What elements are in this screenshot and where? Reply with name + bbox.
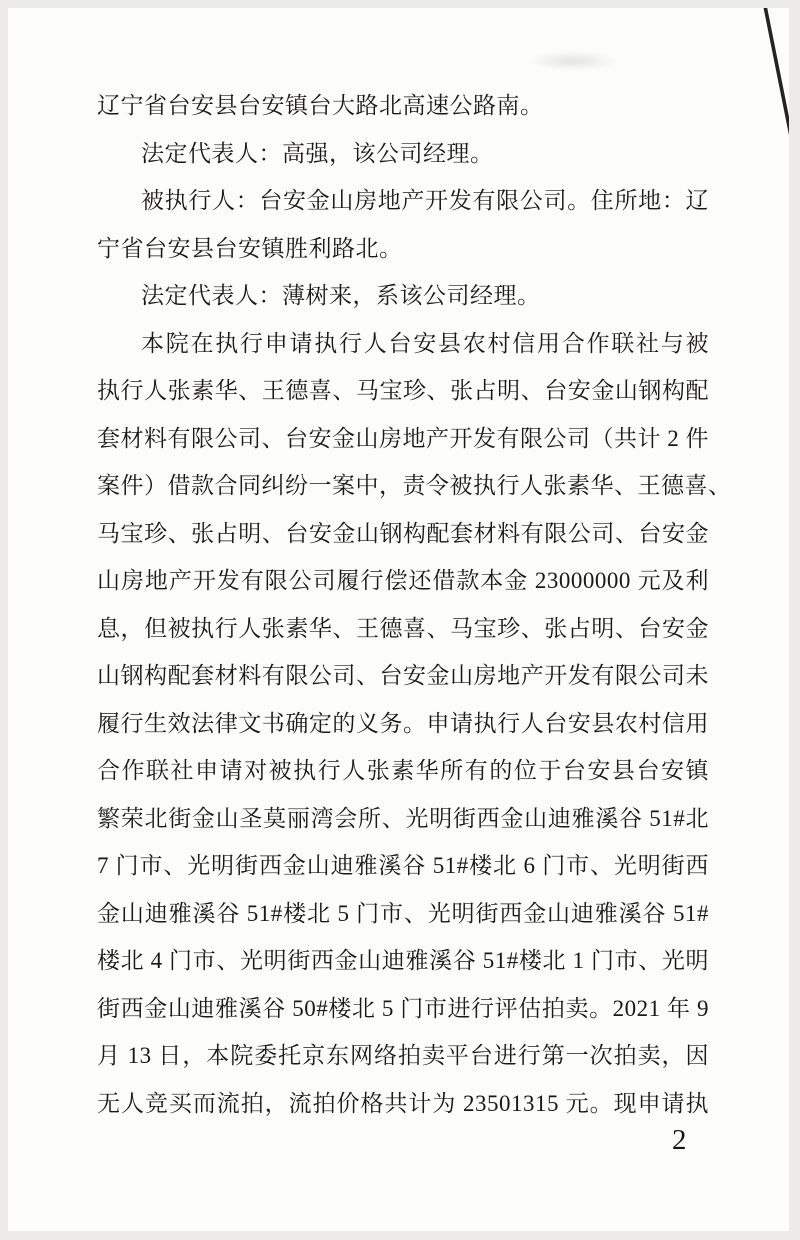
text-line: 息，但被执行人张素华、王德喜、马宝珍、张占明、台安金 [97, 615, 709, 641]
text-line: 辽宁省台安县台安镇台大路北高速公路南。 [97, 93, 544, 118]
text-line: 街西金山迪雅溪谷 50#楼北 5 门市进行评估拍卖。2021 年 9 [97, 995, 709, 1021]
text-line: 案件）借款合同纠纷一案中，责令被执行人张素华、王德喜、 [97, 473, 732, 498]
document-body [97, 82, 732, 1127]
text-line: 马宝珍、张占明、台安金山钢构配套材料有限公司、台安金 [97, 520, 709, 546]
text-line: 7 门市、光明街西金山迪雅溪谷 51#楼北 6 门市、光明街西 [97, 853, 709, 878]
text-line: 被执行人：台安金山房地产开发有限公司。住所地：辽 [141, 188, 709, 213]
text-line: 山房地产开发有限公司履行偿还借款本金 23000000 元及利 [97, 568, 709, 593]
text-line: 法定代表人：高强，该公司经理。 [141, 140, 494, 166]
text-line: 山钢构配套材料有限公司、台安金山房地产开发有限公司未 [97, 663, 709, 688]
text-line: 法定代表人：薄树来，系该公司经理。 [141, 283, 541, 308]
text-line: 执行人张素华、王德喜、马宝珍、张占明、台安金山钢构配 [97, 378, 709, 403]
text-line: 繁荣北街金山圣莫丽湾会所、光明街西金山迪雅溪谷 51#北 [97, 805, 709, 831]
scan-smudge-artifact [528, 52, 618, 70]
page-number: 2 [672, 1124, 687, 1156]
document-page [8, 8, 789, 1231]
text-line: 无人竞买而流拍，流拍价格共计为 23501315 元。现申请执 [97, 1090, 709, 1116]
text-line: 宁省台安县台安镇胜利路北。 [97, 235, 403, 261]
text-line: 金山迪雅溪谷 51#楼北 5 门市、光明街西金山迪雅溪谷 51# [97, 900, 709, 926]
text-line: 月 13 日，本院委托京东网络拍卖平台进行第一次拍卖，因 [97, 1043, 709, 1068]
text-line: 履行生效法律文书确定的义务。申请执行人台安县农村信用 [97, 710, 709, 736]
text-line: 合作联社申请对被执行人张素华所有的位于台安县台安镇 [97, 758, 709, 783]
text-line: 套材料有限公司、台安金山房地产开发有限公司（共计 2 件 [97, 425, 709, 451]
text-line: 本院在执行申请执行人台安县农村信用合作联社与被 [141, 330, 709, 356]
text-line: 楼北 4 门市、光明街西金山迪雅溪谷 51#楼北 1 门市、光明 [97, 948, 709, 973]
